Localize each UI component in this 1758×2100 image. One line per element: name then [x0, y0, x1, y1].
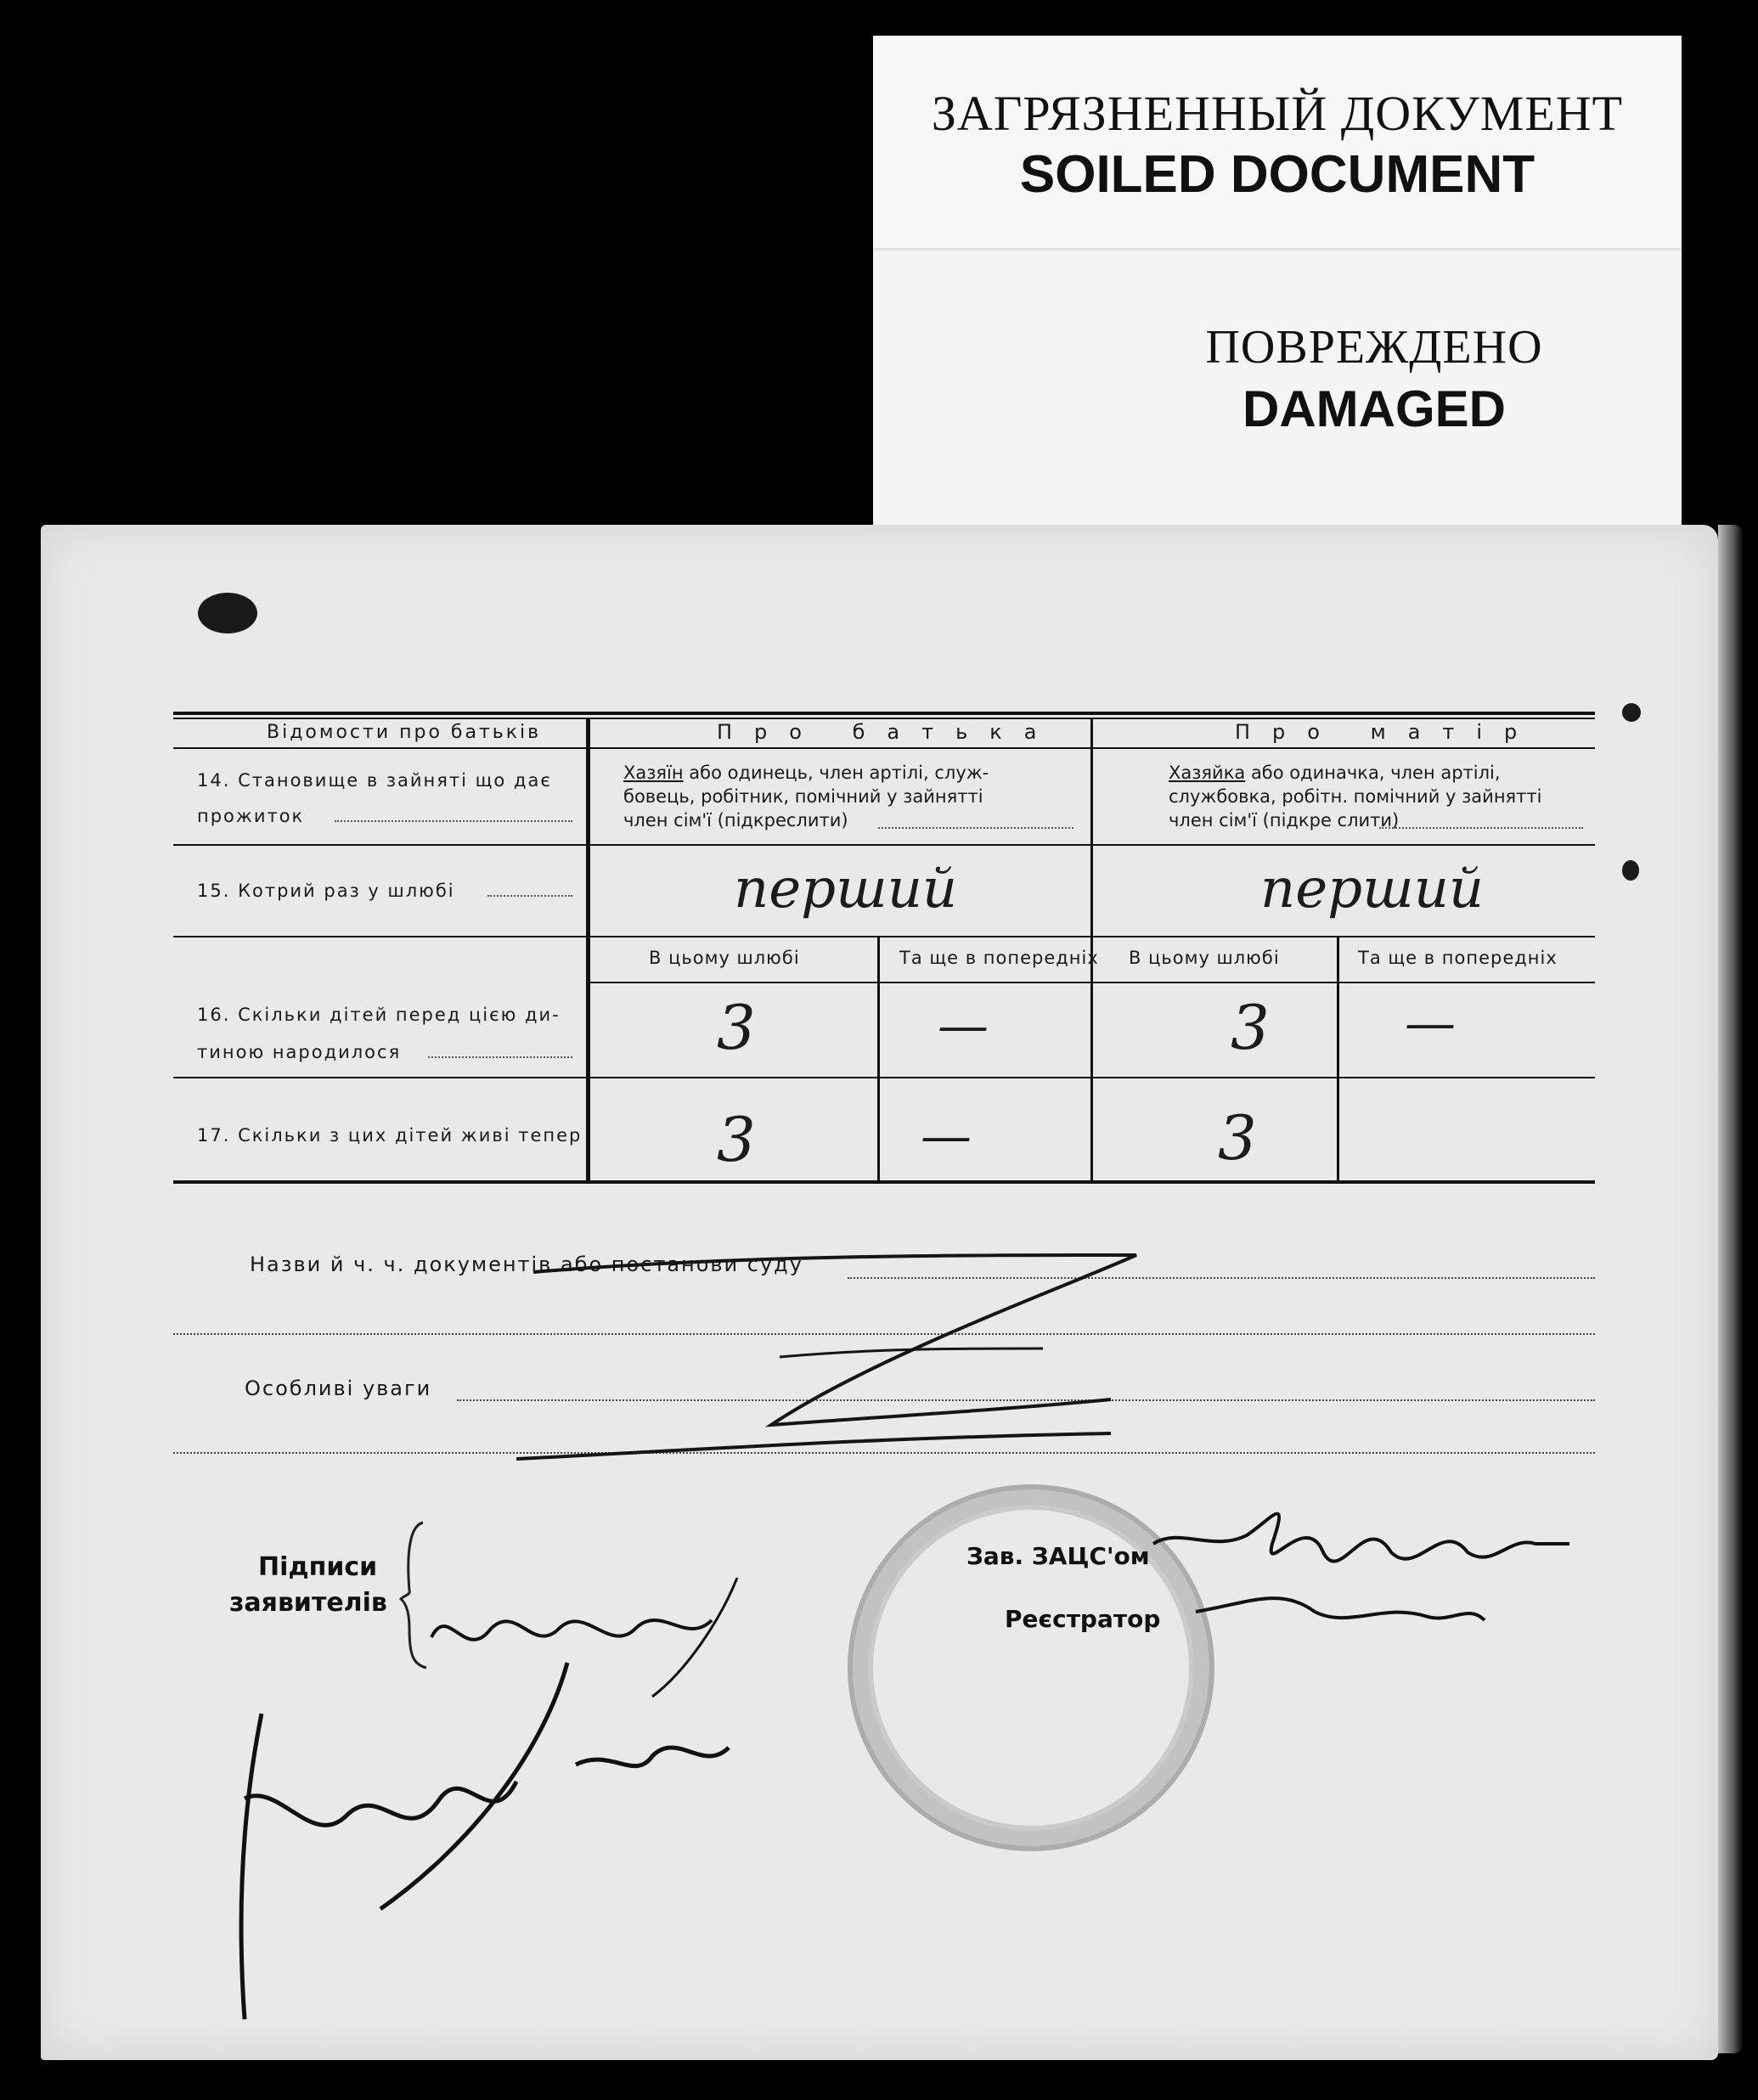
signatures-label-2: заявителів [229, 1588, 387, 1618]
table-rule [173, 747, 1595, 749]
table-rule [173, 712, 1595, 715]
archive-annotation [211, 1629, 805, 2053]
father-occupation-underlined: Хазяїн [623, 763, 684, 783]
label-soiled-en: SOILED DOCUMENT [1019, 145, 1535, 204]
row15-mother-value: перший [1260, 858, 1485, 921]
cancellation-stroke [516, 1221, 1162, 1476]
header-about-father: Про батька [717, 720, 1059, 744]
row14-father-line3: член сім'ї (підкреслити) [623, 810, 848, 830]
ink-spot [1622, 703, 1641, 722]
document-sheet [41, 525, 1718, 2060]
row17-father-prev: — [921, 1106, 972, 1166]
documents-label: Назви й ч. ч. документів або постанови суду [250, 1253, 803, 1276]
warning-label-top [873, 36, 1682, 251]
leader-dots [487, 895, 572, 897]
row15-father-value: перший [734, 858, 958, 921]
warning-label [873, 36, 1682, 528]
signatures-label-1: Підписи [258, 1552, 378, 1582]
leader-dots [878, 827, 1073, 829]
subheader-mother-previous: Та ще в попередніх [1358, 948, 1558, 968]
row14-mother-line1 [1169, 761, 1501, 785]
notes-label: Особливі уваги [245, 1377, 432, 1400]
row16-mother-this: 3 [1231, 992, 1270, 1063]
row16-label-line1: 16. Скільки дітей перед цією ди- [197, 1005, 561, 1025]
header-parents-info: Відомости про батьків [267, 722, 542, 743]
row17-mother-this: 3 [1218, 1102, 1257, 1174]
table-rule [173, 1077, 1595, 1078]
parents-info-table [173, 712, 1595, 1187]
header-about-mother: Про матір [1235, 720, 1540, 744]
mother-occupation-rest: або одиначка, член артілі, [1245, 763, 1501, 783]
father-occupation-rest: або одинець, член артілі, служ- [683, 763, 989, 783]
row14-father-line2: бовець, робітник, помічний у зайнятті [623, 786, 983, 807]
row14-mother-line3: член сім'ї (підкре слити) [1169, 810, 1400, 830]
subheader-father-this-marriage: В цьому шлюбі [649, 948, 800, 968]
head-of-registry-label: Зав. ЗАЦС'ом [966, 1542, 1150, 1570]
table-rule [173, 936, 1595, 937]
label-damaged-en: DAMAGED [1242, 380, 1506, 437]
label-soiled-ru: ЗАГРЯЗНЕННЫЙ ДОКУМЕНТ [931, 86, 1624, 141]
leader-dots [1379, 827, 1583, 829]
table-divider [1337, 936, 1339, 1184]
sheet-edge [1718, 525, 1744, 2053]
row17-label: 17. Скільки з цих дітей живі тепер [197, 1125, 583, 1146]
row15-label: 15. Котрий раз у шлюбі [197, 881, 455, 901]
mother-occupation-underlined: Хазяйка [1169, 763, 1246, 783]
row16-father-this: 3 [717, 992, 756, 1063]
ink-blot [198, 593, 257, 633]
row14-label-line2: прожиток [197, 806, 305, 826]
row17-father-this: 3 [717, 1104, 756, 1175]
ink-spot [1622, 860, 1639, 881]
row16-father-prev: — [938, 996, 989, 1056]
table-rule [173, 718, 1595, 719]
row14-father-line1 [623, 761, 989, 785]
row14-label-line1: 14. Становище в зайняті що дає [197, 770, 552, 791]
leader-dots [428, 1056, 572, 1058]
registrar-label: Реєстратор [1005, 1605, 1161, 1633]
table-rule [173, 844, 1595, 846]
row16-mother-prev: — [1405, 994, 1456, 1053]
table-divider [877, 936, 880, 1184]
row16-label-line2: тиною народилося [197, 1042, 402, 1062]
table-rule [173, 1180, 1595, 1184]
subheader-mother-this-marriage: В цьому шлюбі [1129, 948, 1280, 968]
row14-mother-line2: службовка, робітн. помічний у зайнятті [1169, 786, 1542, 807]
head-signature [1145, 1476, 1586, 1646]
table-divider [586, 718, 590, 1184]
leader-dots [335, 820, 572, 822]
label-damaged-ru: ПОВРЕЖДЕНО [1205, 321, 1543, 374]
subheader-father-previous: Та ще в попередніх [899, 948, 1099, 968]
